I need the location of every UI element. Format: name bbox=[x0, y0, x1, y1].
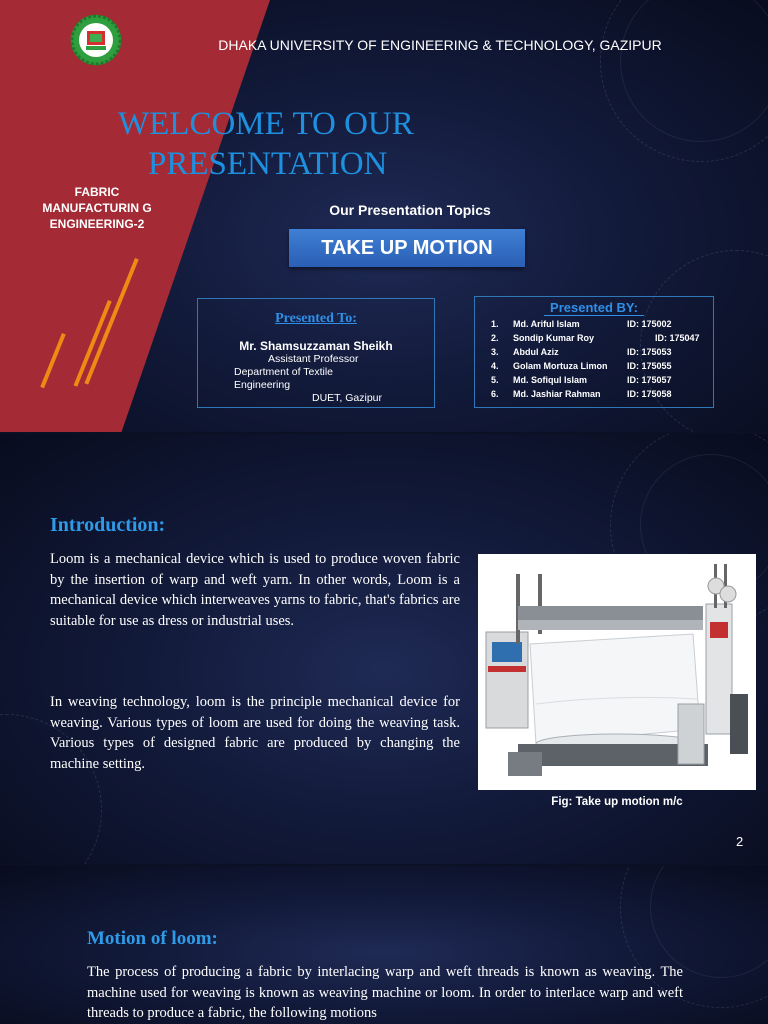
course-name: FABRIC MANUFACTURIN G ENGINEERING-2 bbox=[42, 185, 152, 231]
intro-paragraph-1: Loom is a mechanical device which is used to produce woven fabric by the insertion of warp and weft yarn. In other words, Loom is a mechanical device which interweaves yarns to fabric, that's fabrics are suitable for use as dress or industrial uses. bbox=[50, 551, 460, 629]
topics-label: Our Presentation Topics bbox=[329, 202, 491, 218]
presented-by-title: Presented BY: bbox=[544, 300, 644, 316]
member-number: 3. bbox=[491, 347, 499, 357]
member-id: ID: 175057 bbox=[627, 375, 672, 385]
welcome-line-2: PRESENTATION bbox=[148, 146, 388, 182]
member-row bbox=[491, 375, 711, 389]
member-number: 4. bbox=[491, 361, 499, 371]
slide-3 bbox=[0, 866, 768, 1024]
member-number: 6. bbox=[491, 389, 499, 399]
member-row bbox=[491, 333, 711, 347]
loom-machine-image bbox=[478, 554, 756, 790]
introduction-heading: Introduction: bbox=[50, 514, 166, 536]
member-number: 1. bbox=[491, 319, 499, 329]
member-row bbox=[491, 319, 711, 333]
member-name: Abdul Aziz bbox=[513, 347, 559, 357]
page-number: 2 bbox=[736, 834, 744, 849]
loom-machine-illustration bbox=[478, 554, 756, 790]
member-name: Md. Sofiqul Islam bbox=[513, 375, 588, 385]
presenter-institute: DUET, Gazipur bbox=[312, 392, 383, 404]
member-row bbox=[491, 389, 711, 403]
slide-2 bbox=[0, 434, 768, 864]
motion-paragraph: The process of producing a fabric by interlacing warp and weft threads is known as weaving. The machine used for weaving is known as weaving machine or loom. In order to interlace warp and weft threads to produce a fabric, the following motions bbox=[87, 964, 683, 1021]
presenter-designation: Assistant Professor bbox=[268, 353, 359, 365]
welcome-title bbox=[118, 104, 478, 184]
member-name: Md. Jashiar Rahman bbox=[513, 389, 601, 399]
university-name: DHAKA UNIVERSITY OF ENGINEERING & TECHNOLOGY, GAZIPUR bbox=[218, 37, 662, 53]
member-id: ID: 175058 bbox=[627, 389, 672, 399]
slide-1 bbox=[0, 0, 768, 432]
presenter-name: Mr. Shamsuzzaman Sheikh bbox=[239, 339, 393, 353]
member-number: 5. bbox=[491, 375, 499, 385]
university-logo-icon bbox=[70, 14, 122, 66]
member-name: Golam Mortuza Limon bbox=[513, 361, 608, 371]
member-name: Md. Ariful Islam bbox=[513, 319, 580, 329]
presented-to-title: Presented To: bbox=[275, 311, 357, 326]
member-id: ID: 175047 bbox=[655, 333, 700, 343]
member-id: ID: 175002 bbox=[627, 319, 672, 329]
member-name: Sondip Kumar Roy bbox=[513, 333, 595, 343]
member-row bbox=[491, 347, 711, 361]
intro-paragraph-2: In weaving technology, loom is the principle mechanical device for weaving. Various types of loom are used for doing the weaving task. Various types of designed fabric are produced by changing the machine setting. bbox=[50, 694, 460, 772]
presenter-department: Department of Textile Engineering bbox=[234, 366, 334, 391]
figure-caption: Fig: Take up motion m/c bbox=[551, 796, 683, 808]
presented-to-box bbox=[197, 298, 435, 408]
member-id: ID: 175053 bbox=[627, 347, 672, 357]
motion-heading: Motion of loom: bbox=[87, 928, 218, 949]
member-row bbox=[491, 361, 711, 375]
members-list bbox=[491, 319, 711, 403]
member-id: ID: 175055 bbox=[627, 361, 672, 371]
topic-banner: TAKE UP MOTION bbox=[289, 229, 525, 267]
member-number: 2. bbox=[491, 333, 499, 343]
welcome-line-1: WELCOME TO OUR bbox=[118, 106, 414, 142]
presented-by-box bbox=[474, 296, 714, 408]
